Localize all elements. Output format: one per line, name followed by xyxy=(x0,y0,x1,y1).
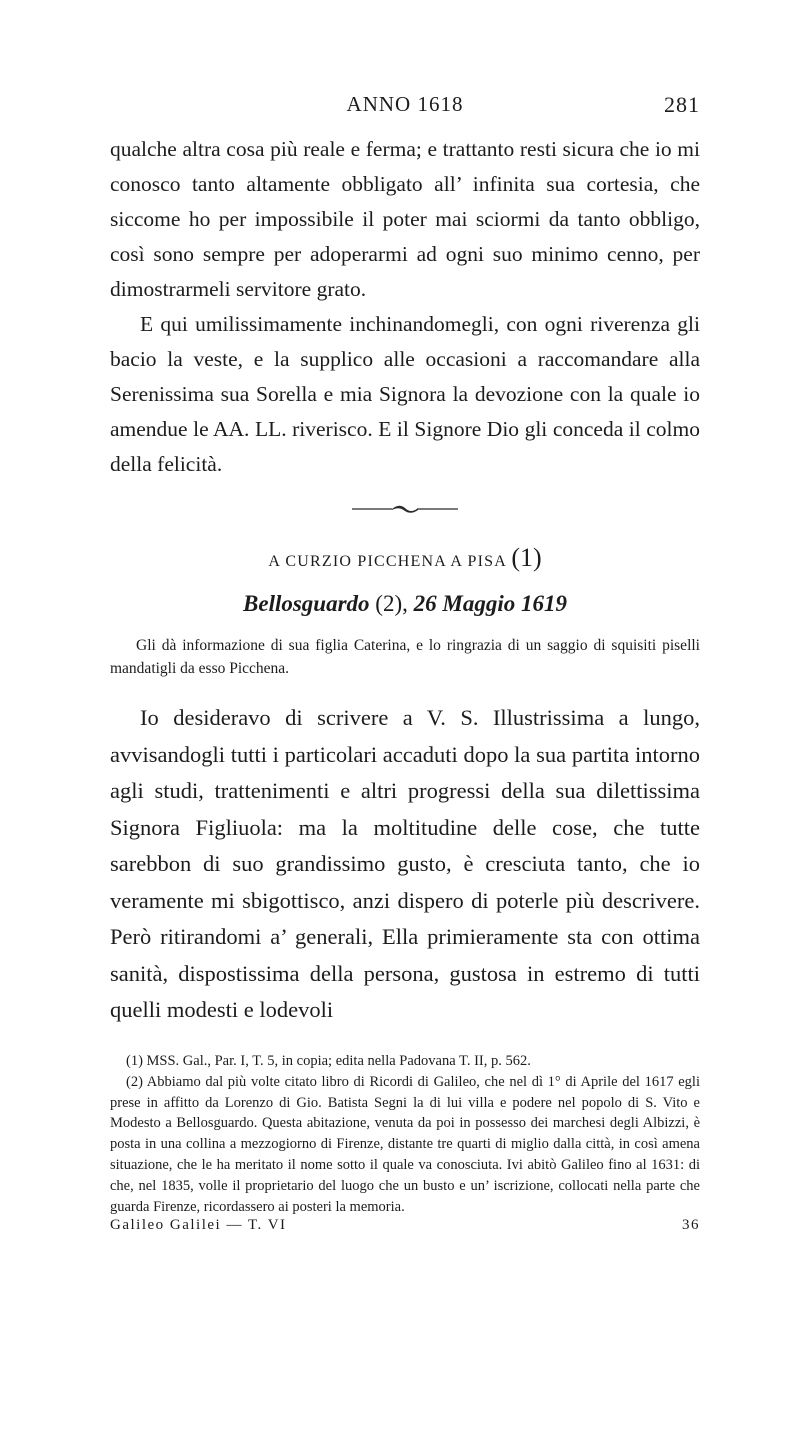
signature-line xyxy=(110,1217,700,1239)
footnotes xyxy=(110,1051,700,1217)
page-number: 281 xyxy=(664,92,700,117)
letter-body: Io desideravo di scrivere a V. S. Illustrissima a lungo, avvisandogli tutti i particolari accaduti dopo la sua partita intorno agli studi, trattenimenti e altri progressi della sua dilettissima Signora Figliuola: ma la moltitudine delle cose, che tutte sarebbon di suo grandissimo gusto, è cresciuta tanto, che io veramente mi sbigottisco, anzi dispero di poterle più descrivere. Però ritirandomi a’ generali, Ella primieramente sta con ottima sanità, dispostissima della persona, gustosa in estremo di tutti quelli modesti e lodevoli xyxy=(110,705,700,1022)
signature-mark: Galileo Galilei — T. VI xyxy=(110,1217,287,1234)
signature-number: 36 xyxy=(682,1217,700,1234)
section-ornament xyxy=(110,502,700,518)
letter-dateline xyxy=(110,584,700,624)
running-head-title: ANNO 1618 xyxy=(346,92,464,116)
letter-summary: Gli dà informazione di sua figlia Caterina, e lo ringrazia di un saggio di squisiti piselli mandatigli da esso Picchena. xyxy=(110,637,700,677)
dateline-place: Bellosguardo xyxy=(243,591,370,616)
book-page xyxy=(110,92,700,1239)
footnote-2: (2) Abbiamo dal più volte citato libro di Ricordi di Galileo, che nel dì 1° di Aprile del 1617 egli prese in affitto da Lorenzo di Gio. Batista Segni la di lui villa e podere nel popolo di S. Vito e Modesto a Bellosguardo. Questa abitazione, venuta da poi in possesso dei marchesi degli Albizzi, è posta in una collina a mezzogiorno di Firenze, distante tre quarti di miglio dalla città, in così amena situazione, che le ha meritato il nome sotto il quale va conosciuta. Ivi abitò Galileo fino al 1631: di che, nel 1835, volle il proprietario del luogo che un busto e un’ iscrizione, collocati nella parte che guarda Firenze, ricordassero ai posteri la memoria. xyxy=(110,1073,700,1215)
continuation-text xyxy=(110,132,700,482)
dateline-date: 26 Maggio 1619 xyxy=(413,591,567,616)
letter-recipient: A CURZIO PICCHENA A PISA xyxy=(268,553,507,570)
letter-heading xyxy=(110,540,700,580)
footnote-ref: (1) xyxy=(511,543,542,572)
footnote-ref: (2), xyxy=(375,591,408,616)
continuation-paragraph: qualche altra cosa più reale e ferma; e trattanto resti sicura che io mi conosco tanto altamente obbligato all’ infinita sua cortesia, che siccome ho per impossibile il poter mai sciormi da tanto obbligo, così sono sempre per adoperarmi ad ogni suo minimo cenno, per dimostrarmeli servitore grato. xyxy=(110,137,700,301)
footnote-1: (1) MSS. Gal., Par. I, T. 5, in copia; edita nella Padovana T. II, p. 562. xyxy=(126,1053,531,1069)
running-head xyxy=(110,92,700,132)
continuation-paragraph: E qui umilissimamente inchinandomegli, con ogni riverenza gli bacio la veste, e la supplico alle occasioni a raccomandare alla Serenissima sua Sorella e mia Signora la devozione con la quale io amendue le AA. LL. riverisco. E il Signore Dio gli conceda il colmo della felicità. xyxy=(110,312,700,476)
ornament-rule-icon xyxy=(350,502,460,516)
